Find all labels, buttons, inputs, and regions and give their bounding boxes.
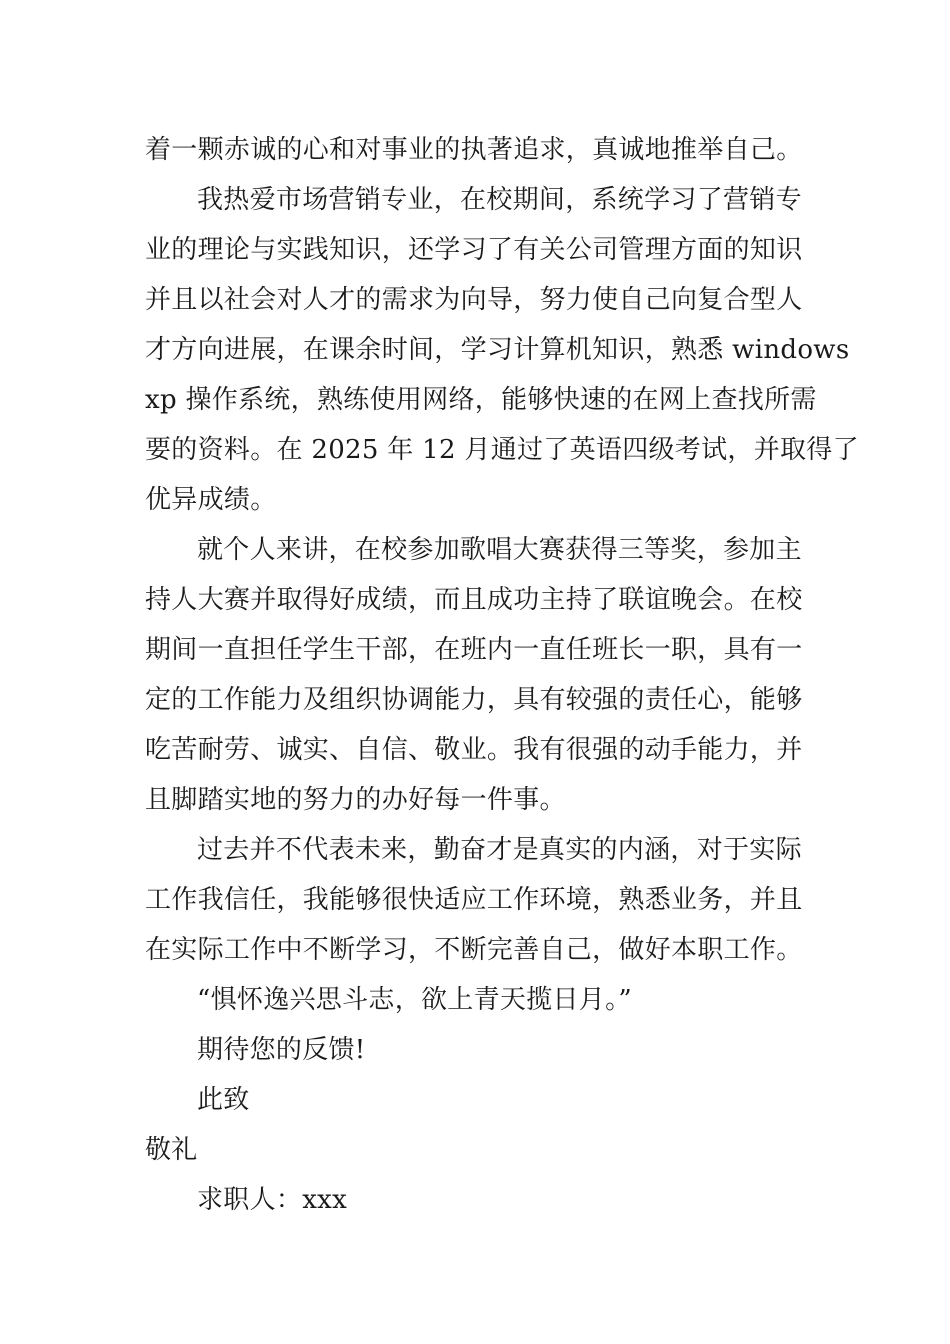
text-line: 才方向进展，在课余时间，学习计算机知识，熟悉 windows [145, 335, 850, 365]
text-line: 持人大赛并取得好成绩，而且成功主持了联谊晚会。在校 [145, 585, 803, 615]
text-line: 期间一直担任学生干部，在班内一直任班长一职，具有一 [145, 635, 803, 665]
salutation-regards: 敬礼 [145, 1135, 198, 1165]
signature-line: 求职人：xxx [197, 1185, 348, 1215]
text-line: 并且以社会对人才的需求为向导，努力使自己向复合型人 [145, 285, 803, 315]
text-line: 且脚踏实地的努力的办好每一件事。 [145, 785, 566, 815]
text-line: 吃苦耐劳、诚实、自信、敬业。我有很强的动手能力，并 [145, 735, 803, 765]
paragraph-start-line: 过去并不代表未来，勤奋才是真实的内涵，对于实际 [197, 835, 802, 865]
text-line: 在实际工作中不断学习，不断完善自己，做好本职工作。 [145, 935, 803, 965]
text-line: 定的工作能力及组织协调能力，具有较强的责任心，能够 [145, 685, 803, 715]
text-line: xp 操作系统，熟练使用网络，能够快速的在网上查找所需 [145, 385, 817, 415]
text-line: 业的理论与实践知识，还学习了有关公司管理方面的知识 [145, 235, 803, 265]
quote-line: “惧怀逸兴思斗志，欲上青天揽日月。” [197, 985, 632, 1015]
paragraph-start-line: 我热爱市场营销专业，在校期间，系统学习了营销专 [197, 185, 802, 215]
closing-feedback-line: 期待您的反馈! [197, 1035, 366, 1065]
text-line: 要的资料。在 2025 年 12 月通过了英语四级考试，并取得了 [145, 435, 859, 465]
salutation-closing: 此致 [197, 1085, 250, 1115]
text-line: 着一颗赤诚的心和对事业的执著追求，真诚地推举自己。 [145, 135, 803, 165]
text-line: 优异成绩。 [145, 485, 277, 515]
text-line: 工作我信任，我能够很快适应工作环境，熟悉业务，并且 [145, 885, 803, 915]
paragraph-start-line: 就个人来讲，在校参加歌唱大赛获得三等奖，参加主 [197, 535, 802, 565]
